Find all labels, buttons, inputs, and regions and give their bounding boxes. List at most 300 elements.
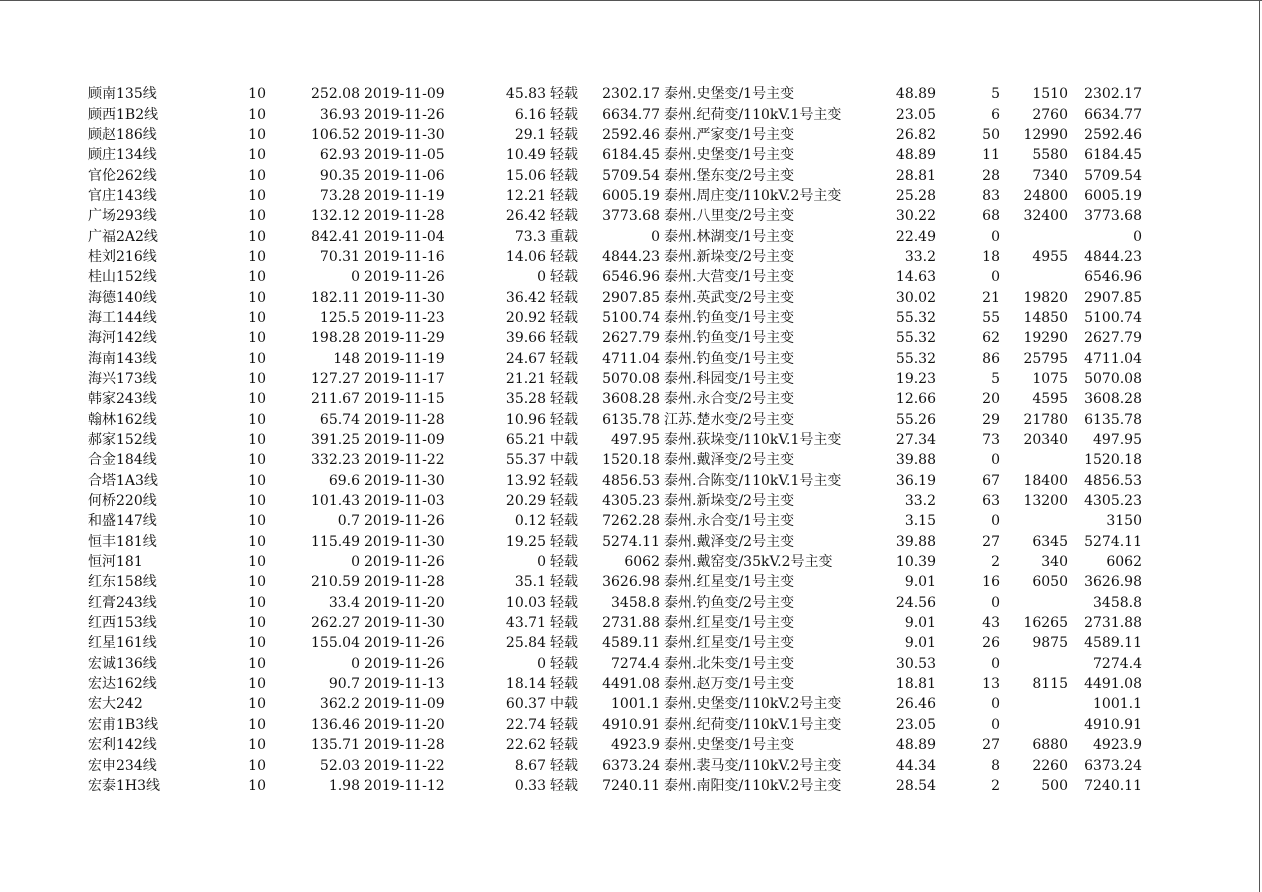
date-cell: 2019-11-09: [364, 432, 445, 449]
line-name-cell: 恒河181: [88, 554, 143, 571]
user-capacity-cell: 12990: [1023, 126, 1068, 143]
table-row: [88, 511, 1142, 531]
table-row: [88, 369, 1142, 389]
voltage-cell: 10: [248, 554, 266, 571]
user-capacity-cell: 25795: [1023, 350, 1068, 367]
load-rate-cell: 65.21: [505, 432, 546, 449]
spare-capacity-cell: 4589.11: [602, 635, 660, 652]
substation-cell: 泰州.戴泽变/2号主变: [664, 452, 795, 469]
date-cell: 2019-11-13: [364, 676, 445, 693]
available-capacity-cell: 4923.9: [1093, 737, 1142, 754]
load-status-cell: 轻载: [550, 370, 578, 387]
substation-cell: 泰州.堡东变/2号主变: [664, 167, 795, 184]
line-name-cell: 海兴173线: [88, 370, 157, 387]
spare-capacity-cell: 1520.18: [602, 452, 660, 469]
load-current-cell: 132.12: [311, 208, 360, 225]
transformer-rate-cell: 28.81: [895, 167, 936, 184]
spare-capacity-cell: 4305.23: [602, 493, 660, 510]
load-current-cell: 70.31: [319, 248, 360, 265]
user-count-cell: 73: [982, 432, 1000, 449]
load-status-cell: 轻载: [550, 757, 578, 774]
load-rate-cell: 0.33: [514, 777, 546, 794]
substation-cell: 泰州.史堡变/1号主变: [664, 147, 795, 164]
load-rate-cell: 29.1: [514, 126, 546, 143]
substation-cell: 泰州.英武变/2号主变: [664, 289, 795, 306]
available-capacity-cell: 3150: [1106, 513, 1142, 530]
voltage-cell: 10: [248, 391, 266, 408]
transformer-rate-cell: 26.82: [895, 126, 936, 143]
line-name-cell: 海德140线: [88, 289, 157, 306]
table-row: [88, 735, 1142, 755]
line-name-cell: 宏泰1H3线: [88, 777, 161, 794]
user-count-cell: 0: [991, 655, 1000, 672]
load-current-cell: 127.27: [311, 370, 360, 387]
load-current-cell: 90.7: [328, 676, 360, 693]
load-rate-cell: 15.06: [505, 167, 546, 184]
load-status-cell: 轻载: [550, 554, 578, 571]
table-row: [88, 165, 1142, 185]
user-capacity-cell: 4955: [1032, 248, 1068, 265]
line-name-cell: 顾西1B2线: [88, 106, 159, 123]
transformer-rate-cell: 30.22: [895, 208, 936, 225]
load-rate-cell: 22.74: [505, 716, 546, 733]
user-count-cell: 27: [982, 737, 1000, 754]
user-capacity-cell: [1000, 694, 1068, 714]
substation-cell: 泰州.林湖变/1号主变: [664, 228, 795, 245]
load-status-cell: 轻载: [550, 187, 578, 204]
substation-cell: 泰州.戴窑变/35kV.2号主变: [664, 554, 833, 571]
load-status-cell: 轻载: [550, 126, 578, 143]
table-row: [88, 247, 1142, 267]
transformer-rate-cell: 9.01: [904, 615, 936, 632]
load-rate-cell: 60.37: [505, 696, 546, 713]
line-name-cell: 红膏243线: [88, 594, 157, 611]
load-current-cell: 33.4: [328, 594, 360, 611]
load-current-cell: 252.08: [311, 86, 360, 103]
load-status-cell: 中载: [550, 696, 578, 713]
substation-cell: 泰州.荻垛变/110kV.1号主变: [664, 432, 842, 449]
voltage-cell: 10: [248, 777, 266, 794]
table-row: [88, 145, 1142, 165]
voltage-cell: 10: [248, 269, 266, 286]
line-name-cell: 合金184线: [88, 452, 157, 469]
substation-cell: 泰州.红星变/1号主变: [664, 615, 795, 632]
line-load-table: [88, 84, 1142, 796]
date-cell: 2019-11-19: [364, 187, 445, 204]
available-capacity-cell: 5274.11: [1084, 533, 1142, 550]
substation-cell: 泰州.史堡变/110kV.2号主变: [664, 696, 842, 713]
load-status-cell: 轻载: [550, 167, 578, 184]
transformer-rate-cell: 48.89: [895, 86, 936, 103]
user-capacity-cell: 6345: [1032, 533, 1068, 550]
load-rate-cell: 10.49: [505, 147, 546, 164]
substation-cell: 泰州.新垛变/2号主变: [664, 248, 795, 265]
user-capacity-cell: 20340: [1023, 432, 1068, 449]
load-rate-cell: 26.42: [505, 208, 546, 225]
line-name-cell: 宏达162线: [88, 676, 157, 693]
available-capacity-cell: 1520.18: [1084, 452, 1142, 469]
date-cell: 2019-11-19: [364, 350, 445, 367]
transformer-rate-cell: 23.05: [895, 716, 936, 733]
user-count-cell: 11: [982, 147, 1000, 164]
user-count-cell: 55: [982, 309, 1000, 326]
voltage-cell: 10: [248, 574, 266, 591]
user-capacity-cell: [1000, 511, 1068, 531]
user-count-cell: 13: [982, 676, 1000, 693]
voltage-cell: 10: [248, 167, 266, 184]
user-capacity-cell: [1000, 226, 1068, 246]
load-current-cell: 332.23: [311, 452, 360, 469]
date-cell: 2019-11-26: [364, 635, 445, 652]
load-status-cell: 轻载: [550, 737, 578, 754]
line-name-cell: 广福2A2线: [88, 228, 158, 245]
line-name-cell: 和盛147线: [88, 513, 157, 530]
table-row: [88, 552, 1142, 572]
available-capacity-cell: 7240.11: [1084, 777, 1142, 794]
user-capacity-cell: 19820: [1023, 289, 1068, 306]
load-rate-cell: 10.03: [505, 594, 546, 611]
spare-capacity-cell: 6546.96: [602, 269, 660, 286]
load-rate-cell: 10.96: [505, 411, 546, 428]
load-status-cell: 轻载: [550, 289, 578, 306]
voltage-cell: 10: [248, 676, 266, 693]
date-cell: 2019-11-16: [364, 248, 445, 265]
load-status-cell: 轻载: [550, 594, 578, 611]
load-current-cell: 198.28: [311, 330, 360, 347]
line-name-cell: 海河142线: [88, 330, 157, 347]
voltage-cell: 10: [248, 696, 266, 713]
available-capacity-cell: 1001.1: [1093, 696, 1142, 713]
user-count-cell: 21: [982, 289, 1000, 306]
spare-capacity-cell: 6135.78: [602, 411, 660, 428]
transformer-rate-cell: 33.2: [904, 248, 936, 265]
load-status-cell: 轻载: [550, 513, 578, 530]
user-count-cell: 43: [982, 615, 1000, 632]
load-current-cell: 211.67: [311, 391, 360, 408]
substation-cell: 泰州.周庄变/110kV.2号主变: [664, 187, 842, 204]
load-current-cell: 210.59: [311, 574, 360, 591]
table-row: [88, 755, 1142, 775]
voltage-cell: 10: [248, 513, 266, 530]
substation-cell: 泰州.裴马变/110kV.2号主变: [664, 757, 842, 774]
load-rate-cell: 22.62: [505, 737, 546, 754]
spare-capacity-cell: 6634.77: [602, 106, 660, 123]
voltage-cell: 10: [248, 350, 266, 367]
voltage-cell: 10: [248, 208, 266, 225]
available-capacity-cell: 7274.4: [1093, 655, 1142, 672]
user-capacity-cell: 24800: [1023, 187, 1068, 204]
table-row: [88, 389, 1142, 409]
load-rate-cell: 20.29: [505, 493, 546, 510]
substation-cell: 泰州.八里变/2号主变: [664, 208, 795, 225]
load-rate-cell: 0.12: [514, 513, 546, 530]
date-cell: 2019-11-26: [364, 554, 445, 571]
load-current-cell: 0: [351, 655, 360, 672]
user-count-cell: 2: [991, 554, 1000, 571]
load-status-cell: 轻载: [550, 655, 578, 672]
user-capacity-cell: [1000, 450, 1068, 470]
user-capacity-cell: 1510: [1032, 86, 1068, 103]
line-name-cell: 宏大242: [88, 696, 143, 713]
user-capacity-cell: 340: [1041, 554, 1068, 571]
available-capacity-cell: 5070.08: [1084, 370, 1142, 387]
transformer-rate-cell: 55.32: [895, 309, 936, 326]
load-current-cell: 115.49: [311, 533, 360, 550]
user-count-cell: 20: [982, 391, 1000, 408]
date-cell: 2019-11-20: [364, 594, 445, 611]
load-current-cell: 36.93: [319, 106, 360, 123]
table-row: [88, 410, 1142, 430]
line-name-cell: 韩家243线: [88, 391, 157, 408]
substation-cell: 泰州.永合变/1号主变: [664, 513, 795, 530]
load-status-cell: 中载: [550, 452, 578, 469]
load-current-cell: 73.28: [319, 187, 360, 204]
table-row: [88, 694, 1142, 714]
table-row: [88, 104, 1142, 124]
line-name-cell: 合塔1A3线: [88, 472, 158, 489]
substation-cell: 泰州.北朱变/1号主变: [664, 655, 795, 672]
transformer-rate-cell: 44.34: [895, 757, 936, 774]
date-cell: 2019-11-26: [364, 269, 445, 286]
spare-capacity-cell: 4923.9: [611, 737, 660, 754]
transformer-rate-cell: 24.56: [895, 594, 936, 611]
load-current-cell: 0.7: [337, 513, 360, 530]
load-status-cell: 轻载: [550, 676, 578, 693]
table-row: [88, 674, 1142, 694]
available-capacity-cell: 3608.28: [1084, 391, 1142, 408]
date-cell: 2019-11-28: [364, 737, 445, 754]
load-rate-cell: 24.67: [505, 350, 546, 367]
load-status-cell: 轻载: [550, 86, 578, 103]
user-capacity-cell: 16265: [1023, 615, 1068, 632]
transformer-rate-cell: 30.02: [895, 289, 936, 306]
table-row: [88, 532, 1142, 552]
user-count-cell: 0: [991, 513, 1000, 530]
voltage-cell: 10: [248, 248, 266, 265]
spare-capacity-cell: 0: [651, 228, 660, 245]
substation-cell: 泰州.红星变/1号主变: [664, 574, 795, 591]
spare-capacity-cell: 4711.04: [602, 350, 660, 367]
load-current-cell: 262.27: [311, 615, 360, 632]
available-capacity-cell: 4589.11: [1084, 635, 1142, 652]
user-capacity-cell: 500: [1041, 777, 1068, 794]
substation-cell: 泰州.钓鱼变/1号主变: [664, 330, 795, 347]
user-capacity-cell: [1000, 654, 1068, 674]
user-count-cell: 29: [982, 411, 1000, 428]
table-body: [88, 84, 1142, 796]
table-row: [88, 206, 1142, 226]
substation-cell: 泰州.赵万变/1号主变: [664, 676, 795, 693]
load-current-cell: 125.5: [319, 309, 360, 326]
transformer-rate-cell: 22.49: [895, 228, 936, 245]
user-count-cell: 18: [982, 248, 1000, 265]
load-current-cell: 362.2: [319, 696, 360, 713]
transformer-rate-cell: 36.19: [895, 472, 936, 489]
date-cell: 2019-11-28: [364, 411, 445, 428]
user-count-cell: 0: [991, 716, 1000, 733]
spare-capacity-cell: 7240.11: [602, 777, 660, 794]
load-current-cell: 0: [351, 269, 360, 286]
voltage-cell: 10: [248, 86, 266, 103]
table-row: [88, 715, 1142, 735]
load-status-cell: 轻载: [550, 635, 578, 652]
substation-cell: 泰州.纪荷变/110kV.1号主变: [664, 106, 842, 123]
load-current-cell: 391.25: [311, 432, 360, 449]
transformer-rate-cell: 23.05: [895, 106, 936, 123]
load-current-cell: 842.41: [311, 228, 360, 245]
table-row: [88, 776, 1142, 796]
voltage-cell: 10: [248, 126, 266, 143]
user-count-cell: 68: [982, 208, 1000, 225]
line-name-cell: 海工144线: [88, 309, 157, 326]
spare-capacity-cell: 2907.85: [602, 289, 660, 306]
user-count-cell: 50: [982, 126, 1000, 143]
load-rate-cell: 0: [537, 269, 546, 286]
user-count-cell: 0: [991, 452, 1000, 469]
transformer-rate-cell: 9.01: [904, 574, 936, 591]
load-status-cell: 轻载: [550, 574, 578, 591]
line-name-cell: 宏甫1B3线: [88, 716, 159, 733]
voltage-cell: 10: [248, 289, 266, 306]
line-name-cell: 顾庄134线: [88, 147, 157, 164]
table-row: [88, 450, 1142, 470]
user-count-cell: 28: [982, 167, 1000, 184]
user-capacity-cell: 18400: [1023, 472, 1068, 489]
load-current-cell: 62.93: [319, 147, 360, 164]
transformer-rate-cell: 48.89: [895, 147, 936, 164]
load-status-cell: 轻载: [550, 147, 578, 164]
spare-capacity-cell: 2627.79: [602, 330, 660, 347]
transformer-rate-cell: 26.46: [895, 696, 936, 713]
available-capacity-cell: 2592.46: [1084, 126, 1142, 143]
user-capacity-cell: 32400: [1023, 208, 1068, 225]
load-rate-cell: 14.06: [505, 248, 546, 265]
spare-capacity-cell: 4491.08: [602, 676, 660, 693]
date-cell: 2019-11-03: [364, 493, 445, 510]
date-cell: 2019-11-09: [364, 696, 445, 713]
load-status-cell: 轻载: [550, 208, 578, 225]
spare-capacity-cell: 5100.74: [602, 309, 660, 326]
table-row: [88, 572, 1142, 592]
date-cell: 2019-11-05: [364, 147, 445, 164]
voltage-cell: 10: [248, 147, 266, 164]
load-status-cell: 轻载: [550, 330, 578, 347]
spare-capacity-cell: 2302.17: [602, 86, 660, 103]
available-capacity-cell: 6184.45: [1084, 147, 1142, 164]
user-count-cell: 62: [982, 330, 1000, 347]
user-capacity-cell: [1000, 593, 1068, 613]
voltage-cell: 10: [248, 737, 266, 754]
line-name-cell: 顾南135线: [88, 86, 157, 103]
table-row: [88, 186, 1142, 206]
substation-cell: 泰州.红星变/1号主变: [664, 635, 795, 652]
available-capacity-cell: 5100.74: [1084, 309, 1142, 326]
spare-capacity-cell: 2592.46: [602, 126, 660, 143]
load-current-cell: 148: [333, 350, 360, 367]
voltage-cell: 10: [248, 309, 266, 326]
transformer-rate-cell: 39.88: [895, 452, 936, 469]
spare-capacity-cell: 4844.23: [602, 248, 660, 265]
line-name-cell: 桂山152线: [88, 269, 157, 286]
line-name-cell: 恒丰181线: [88, 533, 157, 550]
load-status-cell: 轻载: [550, 309, 578, 326]
spare-capacity-cell: 5274.11: [602, 533, 660, 550]
load-rate-cell: 8.67: [514, 757, 546, 774]
load-rate-cell: 35.1: [514, 574, 546, 591]
load-current-cell: 52.03: [319, 757, 360, 774]
available-capacity-cell: 3626.98: [1084, 574, 1142, 591]
user-capacity-cell: 8115: [1032, 676, 1068, 693]
spare-capacity-cell: 7262.28: [602, 513, 660, 530]
substation-cell: 泰州.戴泽变/2号主变: [664, 533, 795, 550]
date-cell: 2019-11-30: [364, 615, 445, 632]
voltage-cell: 10: [248, 432, 266, 449]
voltage-cell: 10: [248, 472, 266, 489]
table-row: [88, 308, 1142, 328]
user-capacity-cell: 7340: [1032, 167, 1068, 184]
substation-cell: 泰州.大营变/1号主变: [664, 269, 795, 286]
spare-capacity-cell: 5070.08: [602, 370, 660, 387]
user-count-cell: 0: [991, 269, 1000, 286]
substation-cell: 泰州.永合变/2号主变: [664, 391, 795, 408]
voltage-cell: 10: [248, 493, 266, 510]
date-cell: 2019-11-29: [364, 330, 445, 347]
user-capacity-cell: 4595: [1032, 391, 1068, 408]
transformer-rate-cell: 55.32: [895, 350, 936, 367]
available-capacity-cell: 4305.23: [1084, 493, 1142, 510]
user-capacity-cell: 2760: [1032, 106, 1068, 123]
user-count-cell: 5: [991, 86, 1000, 103]
line-name-cell: 海南143线: [88, 350, 157, 367]
user-count-cell: 6: [991, 106, 1000, 123]
line-name-cell: 广场293线: [88, 208, 157, 225]
table-row: [88, 125, 1142, 145]
load-rate-cell: 43.71: [505, 615, 546, 632]
voltage-cell: 10: [248, 594, 266, 611]
user-capacity-cell: 9875: [1032, 635, 1068, 652]
load-current-cell: 101.43: [311, 493, 360, 510]
available-capacity-cell: 3773.68: [1084, 208, 1142, 225]
table-row: [88, 430, 1142, 450]
spare-capacity-cell: 3608.28: [602, 391, 660, 408]
load-status-cell: 轻载: [550, 472, 578, 489]
line-name-cell: 宏诚136线: [88, 655, 157, 672]
line-name-cell: 宏申234线: [88, 757, 157, 774]
available-capacity-cell: 4856.53: [1084, 472, 1142, 489]
load-rate-cell: 19.25: [505, 533, 546, 550]
available-capacity-cell: 497.95: [1093, 432, 1142, 449]
user-capacity-cell: 2260: [1032, 757, 1068, 774]
load-current-cell: 1.98: [328, 777, 360, 794]
date-cell: 2019-11-20: [364, 716, 445, 733]
substation-cell: 泰州.钓鱼变/1号主变: [664, 350, 795, 367]
transformer-rate-cell: 55.26: [895, 411, 936, 428]
load-current-cell: 135.71: [311, 737, 360, 754]
date-cell: 2019-11-30: [364, 289, 445, 306]
spare-capacity-cell: 6062: [624, 554, 660, 571]
user-capacity-cell: 1075: [1032, 370, 1068, 387]
table-row: [88, 471, 1142, 491]
spare-capacity-cell: 3626.98: [602, 574, 660, 591]
user-count-cell: 2: [991, 777, 1000, 794]
table-row: [88, 287, 1142, 307]
table-row: [88, 593, 1142, 613]
available-capacity-cell: 6005.19: [1084, 187, 1142, 204]
voltage-cell: 10: [248, 655, 266, 672]
load-status-cell: 轻载: [550, 391, 578, 408]
load-rate-cell: 0: [537, 554, 546, 571]
user-capacity-cell: 19290: [1023, 330, 1068, 347]
